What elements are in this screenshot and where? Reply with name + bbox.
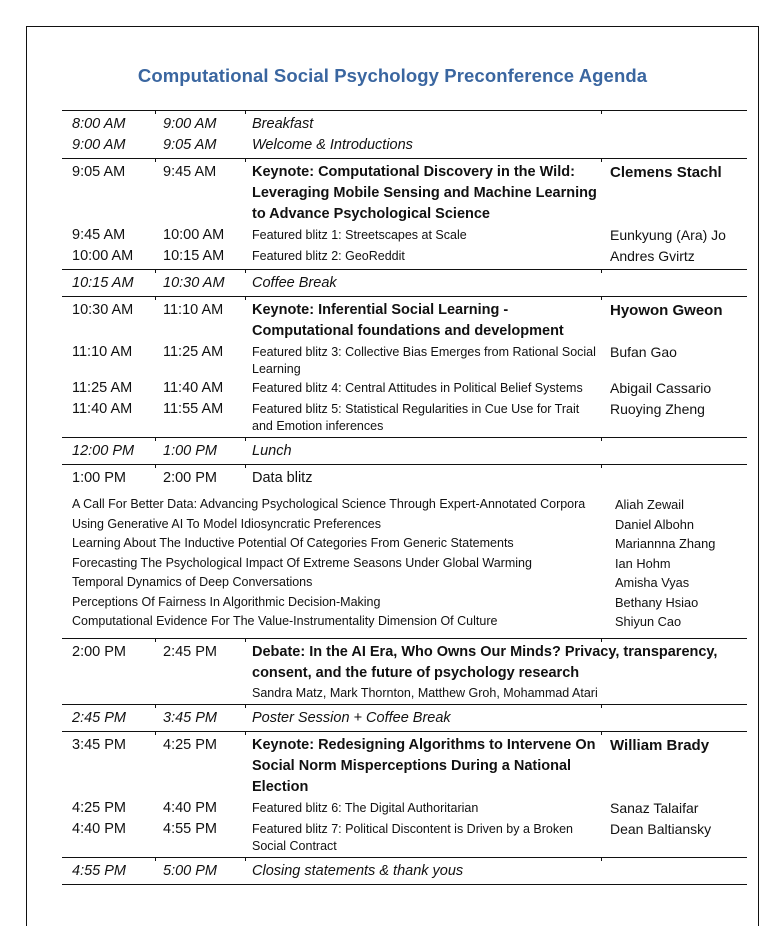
agenda-row — [62, 819, 747, 855]
data-blitz-item — [62, 534, 747, 554]
start-time: 4:55 PM — [72, 862, 126, 879]
column-divider — [601, 731, 602, 735]
end-time: 5:00 PM — [163, 862, 217, 879]
end-time: 10:00 AM — [163, 227, 225, 243]
speaker-name: Eunkyung (Ara) Jo — [610, 227, 726, 243]
agenda-section — [62, 464, 747, 638]
end-time: 10:15 AM — [163, 248, 225, 264]
agenda-section — [62, 638, 747, 704]
start-time: 4:40 PM — [72, 820, 126, 837]
end-time: 9:05 AM — [163, 137, 217, 153]
start-time: 9:45 AM — [72, 227, 126, 243]
agenda-section — [62, 857, 747, 885]
start-time: 10:00 AM — [72, 248, 134, 264]
agenda-section — [62, 296, 747, 437]
start-time: 12:00 PM — [72, 443, 135, 459]
data-blitz-item — [62, 573, 747, 593]
start-time: 2:00 PM — [72, 643, 126, 660]
speaker-name: Hyowon Gweon — [610, 302, 723, 319]
start-time: 2:45 PM — [72, 709, 126, 726]
column-divider — [601, 110, 602, 114]
end-time: 4:25 PM — [163, 736, 217, 753]
start-time: 4:25 PM — [72, 799, 126, 816]
agenda-row — [62, 378, 747, 399]
agenda-table — [62, 110, 747, 885]
session-title: Featured blitz 3: Collective Bias Emerges from Rational Social Learning — [252, 345, 596, 376]
column-divider — [601, 296, 602, 300]
agenda-section — [62, 437, 747, 464]
end-time: 9:00 AM — [163, 116, 217, 132]
end-time: 4:40 PM — [163, 799, 217, 816]
agenda-row — [62, 735, 747, 798]
column-divider — [601, 269, 602, 273]
data-blitz-item — [62, 495, 747, 515]
document-page — [26, 26, 759, 926]
talk-title: Temporal Dynamics of Deep Conversations — [72, 575, 313, 589]
speaker-name: Bethany Hsiao — [615, 594, 699, 610]
agenda-row — [62, 399, 747, 435]
data-blitz-item — [62, 593, 747, 613]
speaker-name: Ian Hohm — [615, 555, 671, 571]
session-title: Data blitz — [252, 470, 313, 486]
agenda-row — [62, 300, 747, 342]
start-time: 11:40 AM — [72, 401, 133, 417]
data-blitz-item — [62, 554, 747, 574]
end-time: 1:00 PM — [163, 443, 217, 459]
session-title: Featured blitz 7: Political Discontent is Driven by a Broken Social Contract — [252, 821, 573, 853]
start-time: 11:25 AM — [72, 380, 133, 396]
agenda-section — [62, 269, 747, 296]
speaker-name: Daniel Albohn — [615, 516, 694, 532]
speaker-name: Amisha Vyas — [615, 575, 690, 590]
session-title: Poster Session + Coffee Break — [252, 709, 451, 726]
agenda-row — [62, 642, 747, 684]
talk-title: Forecasting The Psychological Impact Of Extreme Seasons Under Global Warming — [72, 555, 532, 570]
end-time: 2:45 PM — [163, 643, 217, 660]
end-time: 2:00 PM — [163, 470, 217, 486]
start-time: 8:00 AM — [72, 116, 126, 132]
speaker-name: Bufan Gao — [610, 344, 677, 360]
start-time: 10:30 AM — [72, 302, 134, 318]
end-time: 3:45 PM — [163, 709, 217, 726]
agenda-section — [62, 110, 747, 158]
speaker-name: Abigail Cassario — [610, 380, 712, 396]
talk-title: Learning About The Inductive Potential Of Categories From Generic Statements — [72, 536, 514, 550]
talk-title: A Call For Better Data: Advancing Psychological Science Through Expert-Annotated Corpora — [72, 497, 586, 511]
talk-title: Perceptions Of Fairness In Algorithmic Decision-Making — [72, 594, 381, 609]
speaker-name: Andres Gvirtz — [610, 248, 695, 264]
column-divider — [601, 638, 602, 642]
session-title: Featured blitz 1: Streetscapes at Scale — [252, 228, 467, 242]
end-time: 9:45 AM — [163, 164, 217, 180]
start-time: 11:10 AM — [72, 344, 133, 360]
talk-title: Computational Evidence For The Value-Instrumentality Dimension Of Culture — [72, 614, 498, 628]
session-title: Featured blitz 4: Central Attitudes in Political Belief Systems — [252, 381, 583, 395]
data-blitz-item — [62, 515, 747, 535]
speaker-name: Clemens Stachl — [610, 164, 722, 181]
session-title: Keynote: Computational Discovery in the Wild: Leveraging Mobile Sensing and Machine Learning to Advance Psychological Science — [252, 164, 597, 222]
agenda-row — [62, 225, 747, 246]
end-time: 11:25 AM — [163, 344, 224, 360]
session-title: Breakfast — [252, 116, 314, 132]
start-time: 10:15 AM — [72, 275, 134, 291]
agenda-row — [62, 861, 747, 882]
page-title: Computational Social Psychology Preconference Agenda — [137, 65, 648, 86]
agenda-row — [62, 114, 747, 135]
end-time: 11:10 AM — [163, 302, 224, 318]
agenda-row — [62, 135, 747, 156]
column-divider — [601, 857, 602, 861]
start-time: 9:00 AM — [72, 137, 126, 153]
agenda-row — [62, 273, 747, 294]
session-title: Lunch — [252, 443, 292, 459]
speaker-name: William Brady — [610, 736, 710, 754]
agenda-section — [62, 704, 747, 731]
agenda-row — [62, 162, 747, 225]
agenda-row — [62, 798, 747, 819]
end-time: 11:55 AM — [163, 401, 224, 417]
column-divider — [601, 437, 602, 441]
speaker-name: Aliah Zewail — [615, 497, 684, 512]
debate-panelists: Sandra Matz, Mark Thornton, Matthew Groh, Mohammad Atari — [252, 685, 598, 700]
column-divider — [601, 464, 602, 468]
session-title: Featured blitz 5: Statistical Regularities in Cue Use for Trait and Emotion inferences — [252, 402, 580, 433]
speaker-name: Sanaz Talaifar — [610, 799, 699, 816]
speaker-name: Shiyun Cao — [615, 614, 682, 629]
end-time: 10:30 AM — [163, 275, 225, 291]
session-title: Featured blitz 2: GeoReddit — [252, 249, 405, 263]
speaker-name: Dean Baltiansky — [610, 820, 712, 837]
session-title: Keynote: Inferential Social Learning - Computational foundations and development — [252, 302, 564, 339]
session-title: Welcome & Introductions — [252, 137, 413, 153]
session-title: Coffee Break — [252, 275, 337, 291]
end-time: 11:40 AM — [163, 380, 224, 396]
agenda-row — [62, 441, 747, 462]
agenda-row — [62, 342, 747, 378]
data-blitz-item — [62, 612, 747, 632]
session-title: Keynote: Redesigning Algorithms to Intervene On Social Norm Misperceptions During a National Election — [252, 736, 596, 795]
session-title: Featured blitz 6: The Digital Authoritarian — [252, 800, 479, 815]
agenda-row — [62, 708, 747, 729]
speaker-name: Mariannna Zhang — [615, 536, 716, 551]
speaker-name: Ruoying Zheng — [610, 401, 705, 417]
agenda-section — [62, 731, 747, 857]
agenda-row — [62, 468, 747, 489]
start-time: 1:00 PM — [72, 470, 126, 486]
start-time: 9:05 AM — [72, 164, 126, 180]
data-blitz-list — [62, 489, 747, 636]
start-time: 3:45 PM — [72, 736, 126, 753]
agenda-row — [62, 246, 747, 267]
session-title: Debate: In the AI Era, Who Owns Our Minds? Privacy, transparency, consent, and the future of psychology research — [252, 643, 718, 681]
column-divider — [601, 704, 602, 708]
session-title: Closing statements & thank yous — [252, 862, 464, 879]
agenda-section — [62, 158, 747, 269]
talk-title: Using Generative AI To Model Idiosyncratic Preferences — [72, 516, 381, 531]
end-time: 4:55 PM — [163, 820, 217, 837]
column-divider — [601, 158, 602, 162]
